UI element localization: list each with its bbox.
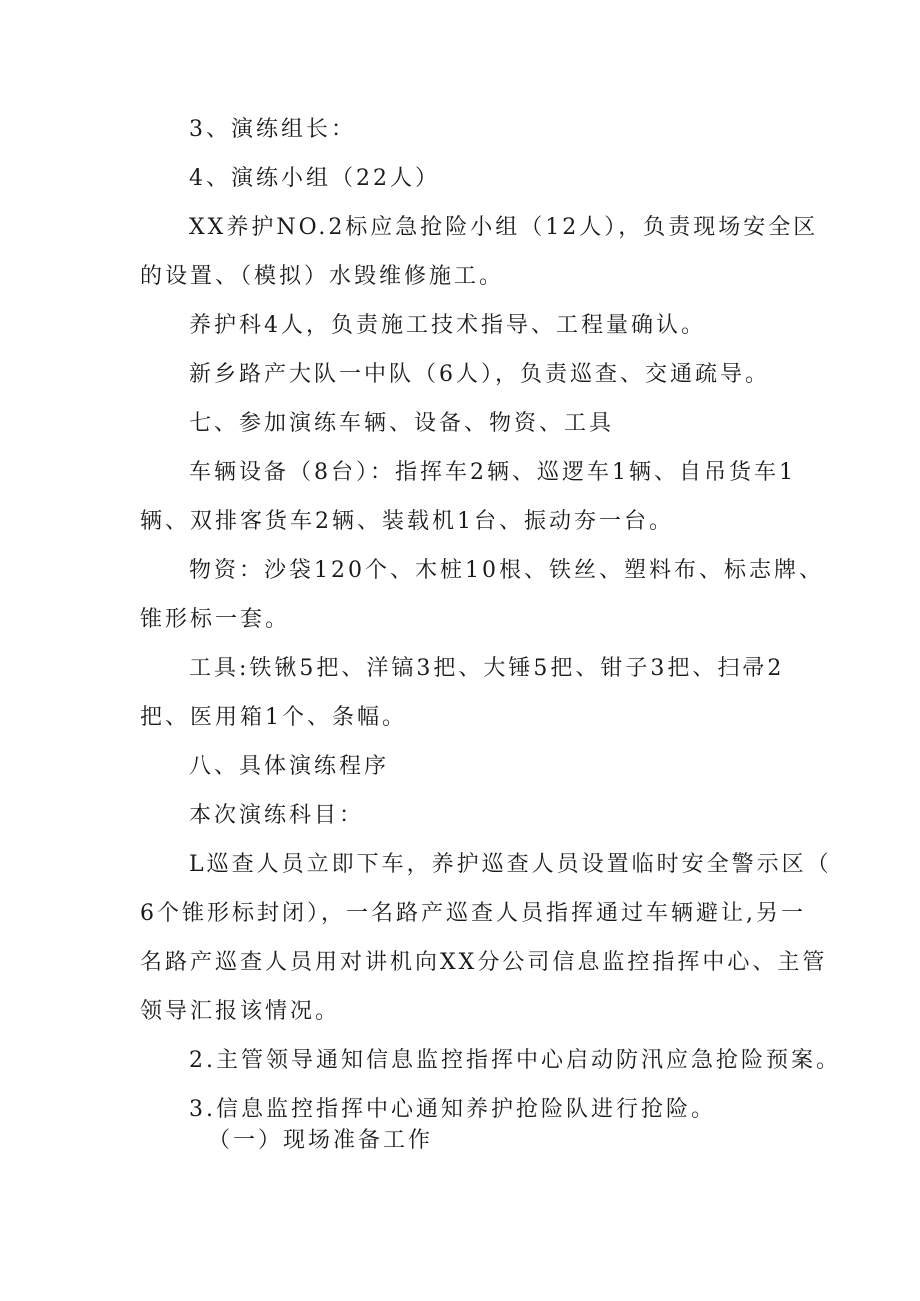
paragraph-line: 工具:铁锹5把、洋镐3把、大锤5把、钳子3把、扫帚2 <box>189 656 785 681</box>
paragraph-line: 辆、双排客货车2辆、装载机1台、振动夯一台。 <box>140 509 674 534</box>
paragraph-line: XX养护NO.2标应急抢险小组（12人），负责现场安全区 <box>189 215 819 240</box>
subsection-heading: （一）现场准备工作 <box>208 1128 434 1153</box>
paragraph-line: 4、演练小组（22人） <box>189 166 440 191</box>
paragraph-line: 锥形标一套。 <box>140 607 291 632</box>
paragraph-line: 领导汇报该情况。 <box>140 999 341 1024</box>
paragraph-line: 6个锥形标封闭），一名路产巡查人员指挥通过车辆避让,另一 <box>140 901 806 926</box>
paragraph-line: L巡查人员立即下车，养护巡查人员设置临时安全警示区（ <box>189 852 832 877</box>
paragraph-line: 3、演练组长： <box>189 117 356 142</box>
section-heading: 七、参加演练车辆、设备、物资、工具 <box>189 411 615 436</box>
paragraph-line: 养护科4人，负责施工技术指导、工程量确认。 <box>189 313 706 338</box>
paragraph-line: 3.信息监控指挥中心通知养护抢险队进行抢险。 <box>189 1097 716 1122</box>
paragraph-line: 的设置、（模拟）水毁维修施工。 <box>140 264 505 289</box>
paragraph-line: 本次演练科目： <box>189 803 365 828</box>
paragraph-line: 2.主管领导通知信息监控指挥中心启动防汛应急抢险预案。 <box>189 1048 841 1073</box>
paragraph-line: 新乡路产大队一中队（6人），负责巡查、交通疏导。 <box>189 362 770 387</box>
paragraph-line: 名路产巡查人员用对讲机向XX分公司信息监控指挥中心、主管 <box>140 950 828 975</box>
section-heading: 八、具体演练程序 <box>189 754 390 779</box>
paragraph-line: 物资：沙袋120个、木桩10根、铁丝、塑料布、标志牌、 <box>189 558 824 583</box>
paragraph-line: 把、医用箱1个、条幅。 <box>140 705 407 730</box>
paragraph-line: 车辆设备（8台）：指挥车2辆、巡逻车1辆、自吊货车1 <box>189 460 796 485</box>
